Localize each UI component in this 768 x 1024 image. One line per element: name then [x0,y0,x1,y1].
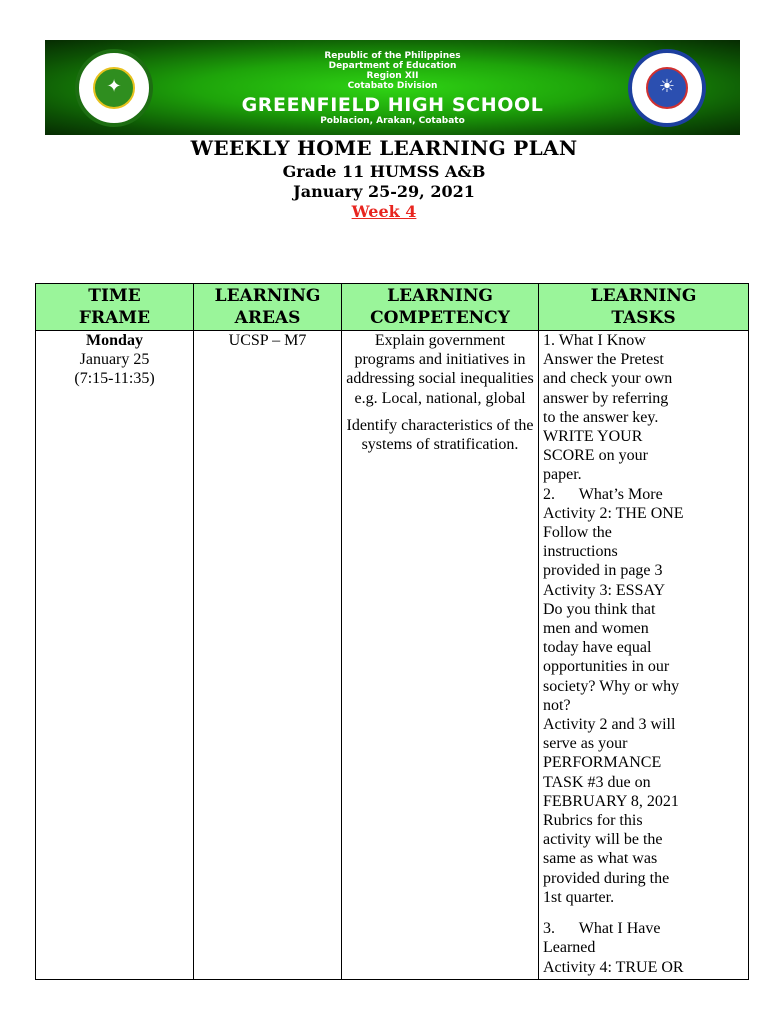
task-line: Answer the Pretest [543,351,664,369]
task-line: WRITE YOUR [543,428,643,446]
task-line: opportunities in our [543,658,670,676]
task-line: Do you think that [543,600,656,618]
header-line: TIME [88,286,141,306]
school-address: Poblacion, Arakan, Cotabato [320,116,465,126]
header-line: AREAS [234,308,301,328]
header-line: LEARNING [590,286,697,306]
task-line: instructions [543,543,618,561]
date-range: January 25-29, 2021 [293,182,475,201]
task-line: 1. What I Know [543,332,646,349]
learning-area: UCSP – M7 [228,332,307,349]
header-line: TASKS [611,308,676,328]
task-line: Learned [543,939,596,957]
task-line: 2. What’s More [543,485,663,503]
page-title: WEEKLY HOME LEARNING PLAN [190,136,578,160]
task-line: Activity 2: THE ONE [543,504,684,522]
task-line: Activity 3: ESSAY [543,581,666,599]
task-line: answer by referring [543,389,669,407]
deped-seal-sun-icon: ☀ [658,76,676,97]
week-label: Week 4 [351,202,417,221]
competency-cell [342,331,539,980]
region-line: Region XII [366,71,419,81]
table-header-row [36,284,749,331]
banner-text [195,51,590,126]
task-line: PERFORMANCE [543,754,662,772]
table-row [36,331,749,980]
header-line: COMPETENCY [370,308,510,328]
title-block [0,136,768,222]
header-learning-areas [194,284,342,331]
republic-line: Republic of the Philippines [324,51,461,61]
header-line: LEARNING [387,286,493,306]
date-label: January 25 [79,351,150,369]
task-line: 1st quarter. [543,888,615,906]
task-line: Activity 4: TRUE OR [543,958,684,976]
task-line: not? [543,696,571,714]
school-seal-icon [75,49,153,127]
task-line: serve as your [543,735,628,753]
task-line: Follow the [543,524,612,542]
header-learning-competency [342,284,539,331]
task-line: today have equal [543,639,652,657]
task-line: paper. [543,466,582,484]
task-line: FEBRUARY 8, 2021 [543,792,679,810]
task-line: to the answer key. [543,408,659,426]
task-line: men and women [543,620,649,638]
header-line: LEARNING [214,286,321,306]
grade-section: Grade 11 HUMSS A&B [282,162,486,181]
competency-item: Explain government programs and initiatives in addressing social inequalities e.g. Local, national, global [346,332,534,407]
tasks-list [543,331,744,977]
school-seal-star-icon: ✦ [106,76,122,97]
task-line: society? Why or why [543,677,680,695]
day-label: Monday [86,332,143,349]
school-banner [45,40,740,135]
learning-plan-table [35,283,749,980]
task-line: Activity 2 and 3 will [543,716,676,734]
school-name: GREENFIELD HIGH SCHOOL [241,94,544,116]
task-line: and check your own [543,370,673,388]
header-line: FRAME [78,308,151,328]
department-line: Department of Education [328,61,457,71]
task-line: provided during the [543,869,670,887]
task-line: activity will be the [543,831,663,849]
header-learning-tasks [539,284,749,331]
time-label: (7:15-11:35) [74,370,155,388]
task-line: SCORE on your [543,447,648,465]
task-line: provided in page 3 [543,562,663,580]
task-line: Rubrics for this [543,812,643,830]
header-time-frame [36,284,194,331]
time-frame-cell [36,331,194,980]
task-line: 3. What I Have [543,920,661,938]
task-line: same as what was [543,850,658,868]
learning-area-cell [194,331,342,980]
task-line: TASK #3 due on [543,773,651,791]
deped-seal-icon [628,49,706,127]
tasks-cell [539,331,749,980]
division-line: Cotabato Division [347,81,438,91]
competency-item: Identify characteristics of the systems of stratification. [346,416,534,454]
task-gap [543,907,744,919]
